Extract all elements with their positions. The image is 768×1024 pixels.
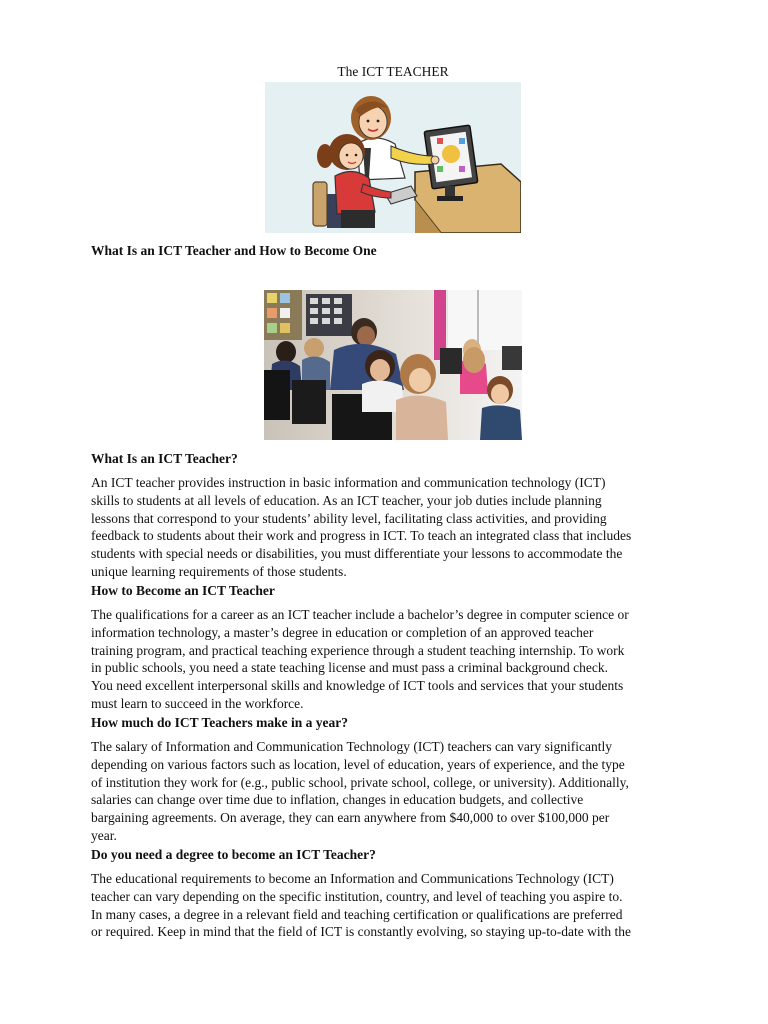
classroom-photo-graphic — [264, 290, 522, 440]
body-line: of institution they work for (e.g., public school, private school, college, or university). Additionally, — [91, 774, 629, 790]
section-heading-salary: How much do ICT Teachers make in a year? — [91, 715, 349, 730]
body-line: information technology, a master’s degree in education or completion of an approved teacher — [91, 624, 594, 640]
section-heading-degree: Do you need a degree to become an ICT Teacher? — [91, 847, 376, 862]
body-line: training program, and practical teaching experience through a student teaching internship. To work — [91, 642, 625, 658]
body-line: unique learning requirements of those students. — [91, 563, 347, 579]
body-line: skills to students at all levels of education. As an ICT teacher, your job duties include planning — [91, 492, 602, 508]
section-body-degree — [91, 870, 701, 941]
section-heading-how-to-become: How to Become an ICT Teacher — [91, 583, 275, 598]
body-line: or required. Keep in mind that the field of ICT is constantly evolving, so staying up-to-date with the — [91, 924, 632, 940]
body-line: salaries can change over time due to inflation, changes in education budgets, and collective — [91, 792, 584, 808]
body-line: depending on various factors such as location, level of education, years of experience, and the type — [91, 756, 625, 772]
body-line: The educational requirements to become an Information and Communications Technology (ICT) — [91, 871, 614, 886]
teacher-illustration-graphic — [265, 82, 521, 233]
section-body-how-to-become — [91, 606, 701, 713]
body-line: lessons that correspond to your students’ ability level, facilitating class activities, and providing — [91, 510, 607, 526]
body-line: The qualifications for a career as an ICT teacher include a bachelor’s degree in computer science or — [91, 607, 629, 622]
body-line: must learn to succeed in the workforce. — [91, 695, 304, 711]
body-line: You need excellent interpersonal skills and knowledge of ICT tools and services that your students — [91, 678, 624, 694]
body-line: teacher can vary depending on the specific institution, country, and level of teaching you aspire to. — [91, 888, 623, 904]
section-body-salary — [91, 738, 701, 845]
body-line: The salary of Information and Communication Technology (ICT) teachers can vary significantly — [91, 739, 613, 754]
section-heading-what-is: What Is an ICT Teacher? — [91, 451, 238, 466]
body-line: students with special needs or disabilities, you must differentiate your lessons to accommodate the — [91, 546, 623, 562]
classroom-photo — [264, 290, 522, 440]
body-line: feedback to students about their work and progress in ICT. To teach an integrated class that includes — [91, 528, 632, 544]
body-line: in public schools, you need a state teaching license and must pass a criminal background check. — [91, 660, 608, 676]
body-line: In many cases, a degree in a relevant field and teaching certification or qualifications are preferred — [91, 906, 623, 922]
teacher-illustration — [265, 82, 521, 233]
body-line: year. — [91, 827, 117, 843]
main-heading: What Is an ICT Teacher and How to Become One — [91, 243, 377, 258]
body-line: An ICT teacher provides instruction in basic information and communication technology (ICT) — [91, 475, 606, 490]
page-title: The ICT TEACHER — [337, 64, 449, 79]
body-line: bargaining agreements. On average, they can earn anywhere from $40,000 to over $100,000 per — [91, 810, 610, 826]
section-body-what-is — [91, 474, 701, 581]
